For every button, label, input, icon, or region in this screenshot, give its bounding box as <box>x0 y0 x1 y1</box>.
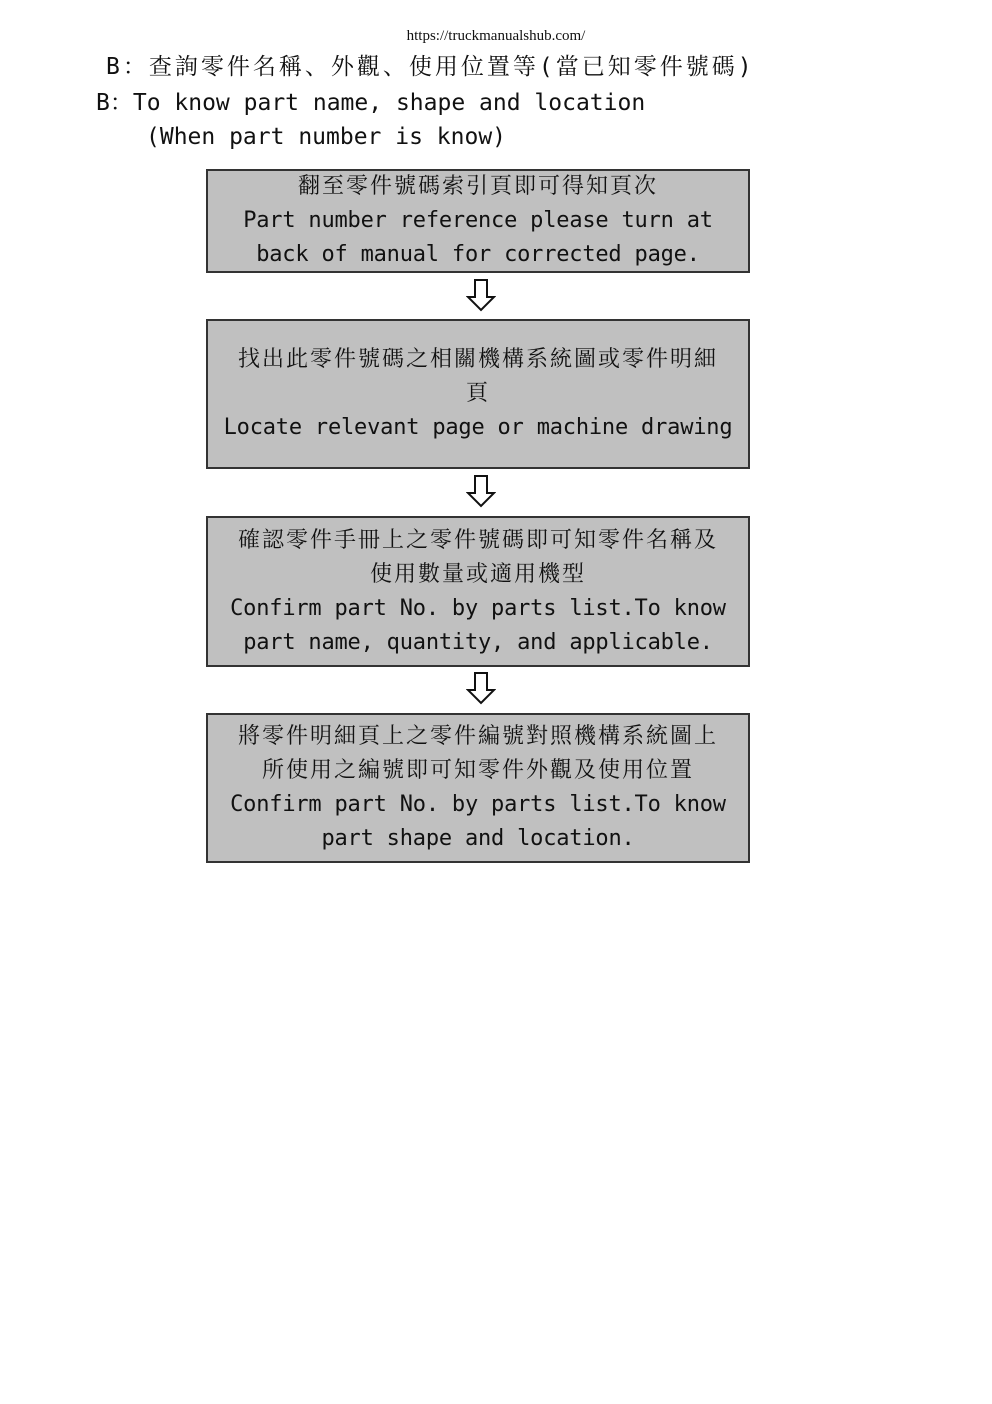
step-3-english-line-2: part name, quantity, and applicable. <box>243 629 713 655</box>
down-arrow-icon <box>466 278 496 312</box>
heading-english: B：To know part name, shape and location <box>96 90 646 116</box>
step-4-chinese-line-1: 將零件明細頁上之零件編號對照機構系統圖上 <box>237 724 718 749</box>
step-2-chinese-line-2: 頁 <box>465 381 490 406</box>
flow-step-1 <box>206 169 750 273</box>
step-3-chinese-line-1: 確認零件手冊上之零件號碼即可知零件名稱及 <box>237 527 718 553</box>
flow-step-3 <box>206 516 750 667</box>
down-arrow-icon <box>466 671 496 705</box>
step-4-chinese-line-2: 所使用之編號即可知零件外觀及使用位置 <box>261 758 694 783</box>
heading-english-subtitle: (When part number is know) <box>146 124 507 150</box>
flow-step-2 <box>206 319 750 469</box>
heading-chinese: B：查詢零件名稱、外觀、使用位置等(當已知零件號碼) <box>106 54 755 80</box>
step-4-english-line-2: part shape and location. <box>321 826 635 851</box>
step-2-english: Locate relevant page or machine drawing <box>223 415 733 440</box>
down-arrow-icon <box>466 474 496 508</box>
source-url: https://truckmanualshub.com/ <box>406 28 586 44</box>
step-3-english-line-1: Confirm part No. by parts list.To know <box>230 595 726 621</box>
step-3-chinese-line-2: 使用數量或適用機型 <box>369 561 586 587</box>
step-1-english-line-1: Part number reference please turn at <box>243 208 713 233</box>
step-1-english-line-2: back of manual for corrected page. <box>256 242 700 267</box>
step-1-chinese: 翻至零件號碼索引頁即可得知頁次 <box>297 174 658 199</box>
step-4-english-line-1: Confirm part No. by parts list.To know <box>230 792 726 817</box>
flow-step-4 <box>206 713 750 863</box>
step-2-chinese-line-1: 找出此零件號碼之相關機構系統圖或零件明細 <box>237 347 718 372</box>
